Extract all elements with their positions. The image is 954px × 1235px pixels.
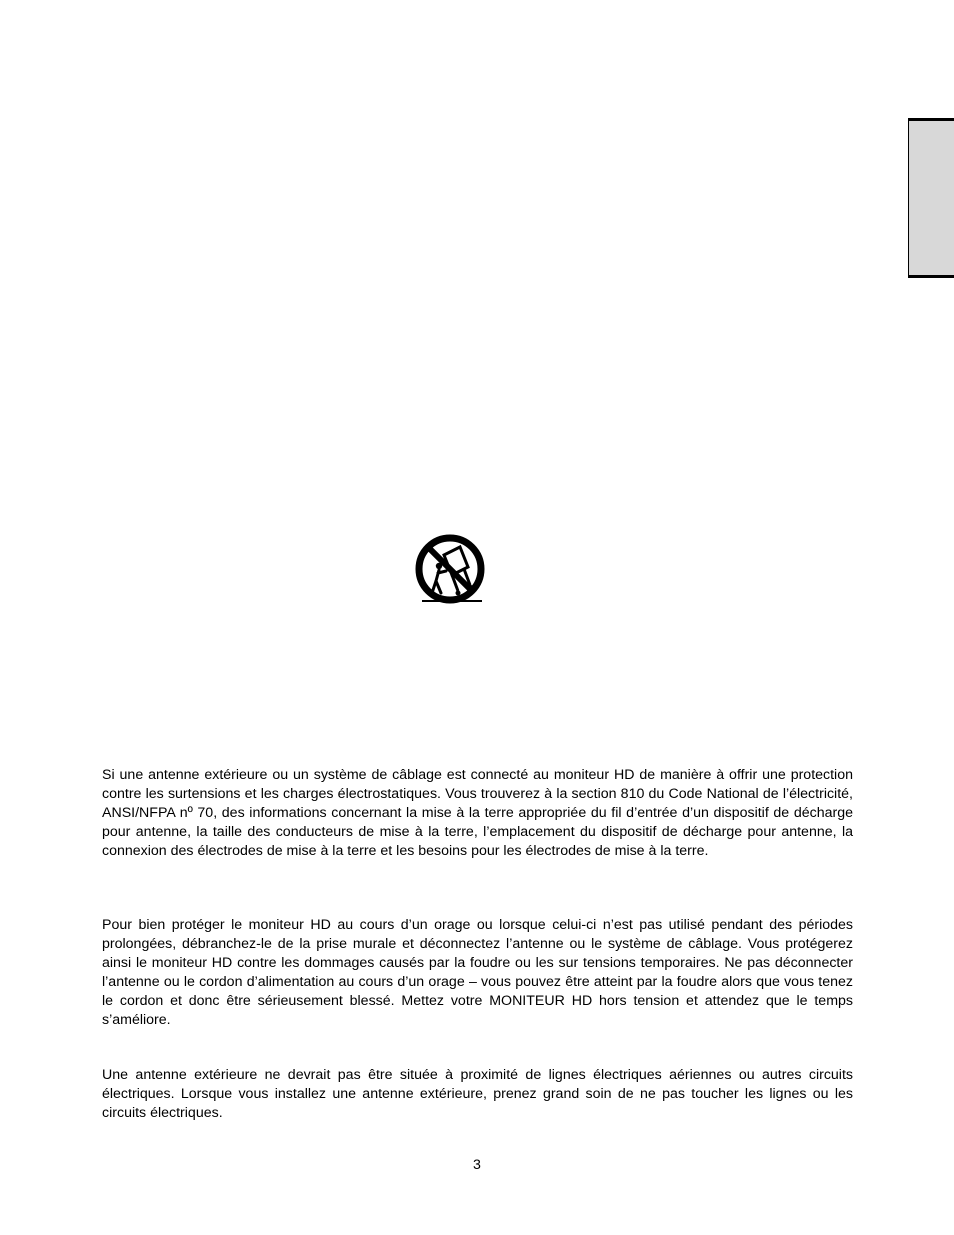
paragraph-power-lines: Une antenne extérieure ne devrait pas être située à proximité de lignes électriques aériennes ou autres circuits électriques. Lorsque vous installez une antenne extérieure, prenez grand soin de ne pas toucher les lignes ou les circuits électriques. (102, 1067, 853, 1121)
portable-cart-tip-over-warning-icon (414, 533, 488, 607)
page-number: 3 (473, 1157, 481, 1173)
cart-warning-icon (414, 533, 488, 607)
paragraph-antenna-grounding: Si une antenne extérieure ou un système de câblage est connecté au moniteur HD de manière à offrir une protection contre les surtensions et les charges électrostatiques. Vous trouverez à la section 810 du Code National de l’électricité, ANSI/NFPA nº 70, des informations concernant la mise à la terre appropriée du fil d’entrée d’un dispositif de décharge pour antenne, la taille des conducteurs de mise à la terre, l’emplacement du dispositif de décharge pour antenne, la connexion des électrodes de mise à la terre et les besoins pour les électrodes de mise à la terre. (102, 767, 853, 859)
paragraph-lightning-protection: Pour bien protéger le moniteur HD au cours d’un orage ou lorsque celui-ci n’est pas utilisé pendant des périodes prolongées, débranchez-le de la prise murale et déconnectez l’antenne ou le système de câblage. Vous protégerez ainsi le moniteur HD contre les dommages causés par la foudre ou les sur tensions temporaires. Ne pas déconnecter l’antenne ou le cordon d’alimentation au cours d’un orage – vous pouvez être atteint par la foudre alors que vous tenez le cordon et donc être sérieusement blessé. Mettez votre MONITEUR HD hors tension et attendez que le temps s’améliore. (102, 917, 853, 1028)
language-side-tab (908, 118, 954, 278)
